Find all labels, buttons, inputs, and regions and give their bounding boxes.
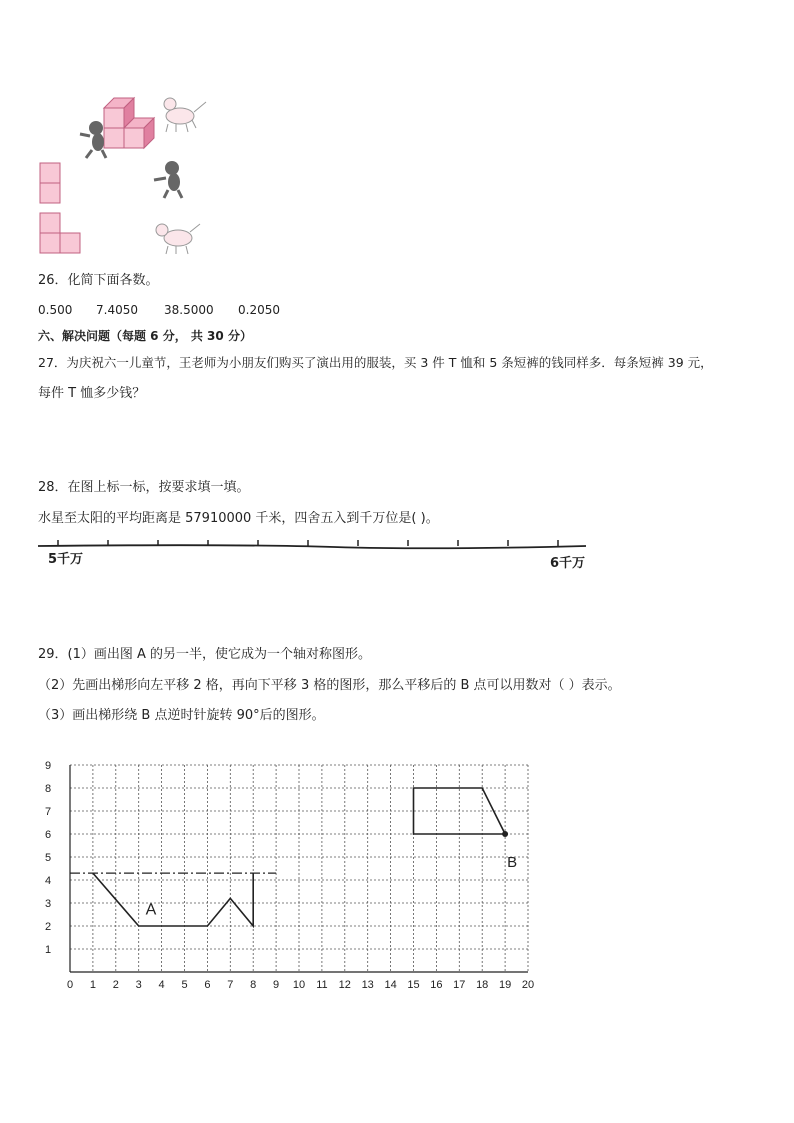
figure-a — [93, 873, 253, 926]
number-line-right-label: 6千万 — [550, 556, 586, 571]
q26-title: 26．化简下面各数。 — [38, 273, 159, 288]
x-tick-label: 7 — [227, 979, 234, 990]
number-item: 7.4050 — [96, 303, 138, 317]
x-tick-label: 20 — [521, 979, 535, 990]
x-tick-label: 3 — [135, 979, 142, 990]
y-tick-label: 4 — [44, 875, 52, 887]
x-tick-label: 0 — [66, 979, 74, 990]
x-tick-label: 17 — [453, 979, 466, 990]
cube-stack — [104, 98, 154, 148]
x-tick-label: 2 — [112, 979, 119, 990]
x-tick-label: 13 — [361, 979, 374, 990]
q29-line2: （2）先画出梯形向左平移 2 格，再向下平移 3 格的图形，那么平移后的 B 点可以用数对（ ）表示。 — [38, 678, 621, 693]
q28-title: 28．在图上标一标，按要求填一填。 — [38, 480, 250, 495]
x-tick-label: 11 — [316, 979, 328, 990]
point-b — [502, 831, 508, 837]
x-tick-label: 9 — [273, 979, 280, 990]
y-tick-label: 9 — [44, 760, 52, 772]
x-tick-label: 6 — [204, 979, 211, 990]
number-item: 38.5000 — [164, 303, 214, 317]
q27-line1: 27．为庆祝六一儿童节，王老师为小朋友们购买了演出用的服装，买 3 件 T 恤和 5 条短裤的钱同样多．每条短裤 39 元， — [38, 355, 713, 370]
y-tick-label: 6 — [44, 829, 52, 841]
views-illustration — [30, 80, 230, 260]
x-tick-label: 8 — [250, 979, 257, 990]
q29-line1: 29．(1）画出图 A 的另一半，使它成为一个轴对称图形。 — [38, 647, 372, 662]
point-b-label: B — [507, 854, 518, 871]
x-tick-label: 16 — [430, 979, 443, 990]
x-tick-label: 12 — [338, 979, 351, 990]
x-tick-label: 1 — [89, 979, 96, 990]
y-tick-label: 7 — [44, 806, 52, 818]
y-tick-label: 2 — [44, 921, 52, 933]
x-tick-label: 4 — [158, 979, 165, 990]
q27-line2: 每件 T 恤多少钱？ — [38, 386, 146, 401]
front-view — [40, 163, 60, 203]
y-tick-label: 5 — [44, 852, 52, 864]
section-title: 六、解决问题（每题 6 分， 共 30 分） — [38, 329, 252, 343]
y-tick-label: 8 — [44, 783, 52, 795]
x-tick-label: 18 — [476, 979, 489, 990]
x-tick-label: 10 — [292, 979, 306, 990]
x-tick-label: 14 — [384, 979, 397, 990]
side-view — [40, 213, 80, 253]
x-tick-label: 15 — [407, 979, 420, 990]
number-line-left-label: 5千万 — [48, 552, 84, 567]
monkey-icon — [80, 121, 106, 158]
dog-icon — [156, 224, 200, 254]
q28-line: 水星至太阳的平均距离是 57910000 千米，四舍五入到千万位是( )。 — [38, 511, 439, 526]
y-tick-label: 1 — [44, 944, 52, 956]
monkey-icon — [154, 161, 182, 198]
q29-line3: （3）画出梯形绕 B 点逆时针旋转 90°后的图形。 — [38, 708, 325, 723]
x-tick-label: 19 — [498, 979, 512, 990]
number-line — [34, 534, 594, 574]
figure-a-label: A — [145, 901, 157, 919]
number-item: 0.500 — [38, 303, 73, 317]
x-tick-label: 5 — [181, 979, 188, 990]
coordinate-grid — [30, 740, 550, 990]
number-item: 0.2050 — [238, 303, 280, 317]
y-tick-label: 3 — [44, 898, 52, 910]
dog-icon — [164, 98, 206, 132]
